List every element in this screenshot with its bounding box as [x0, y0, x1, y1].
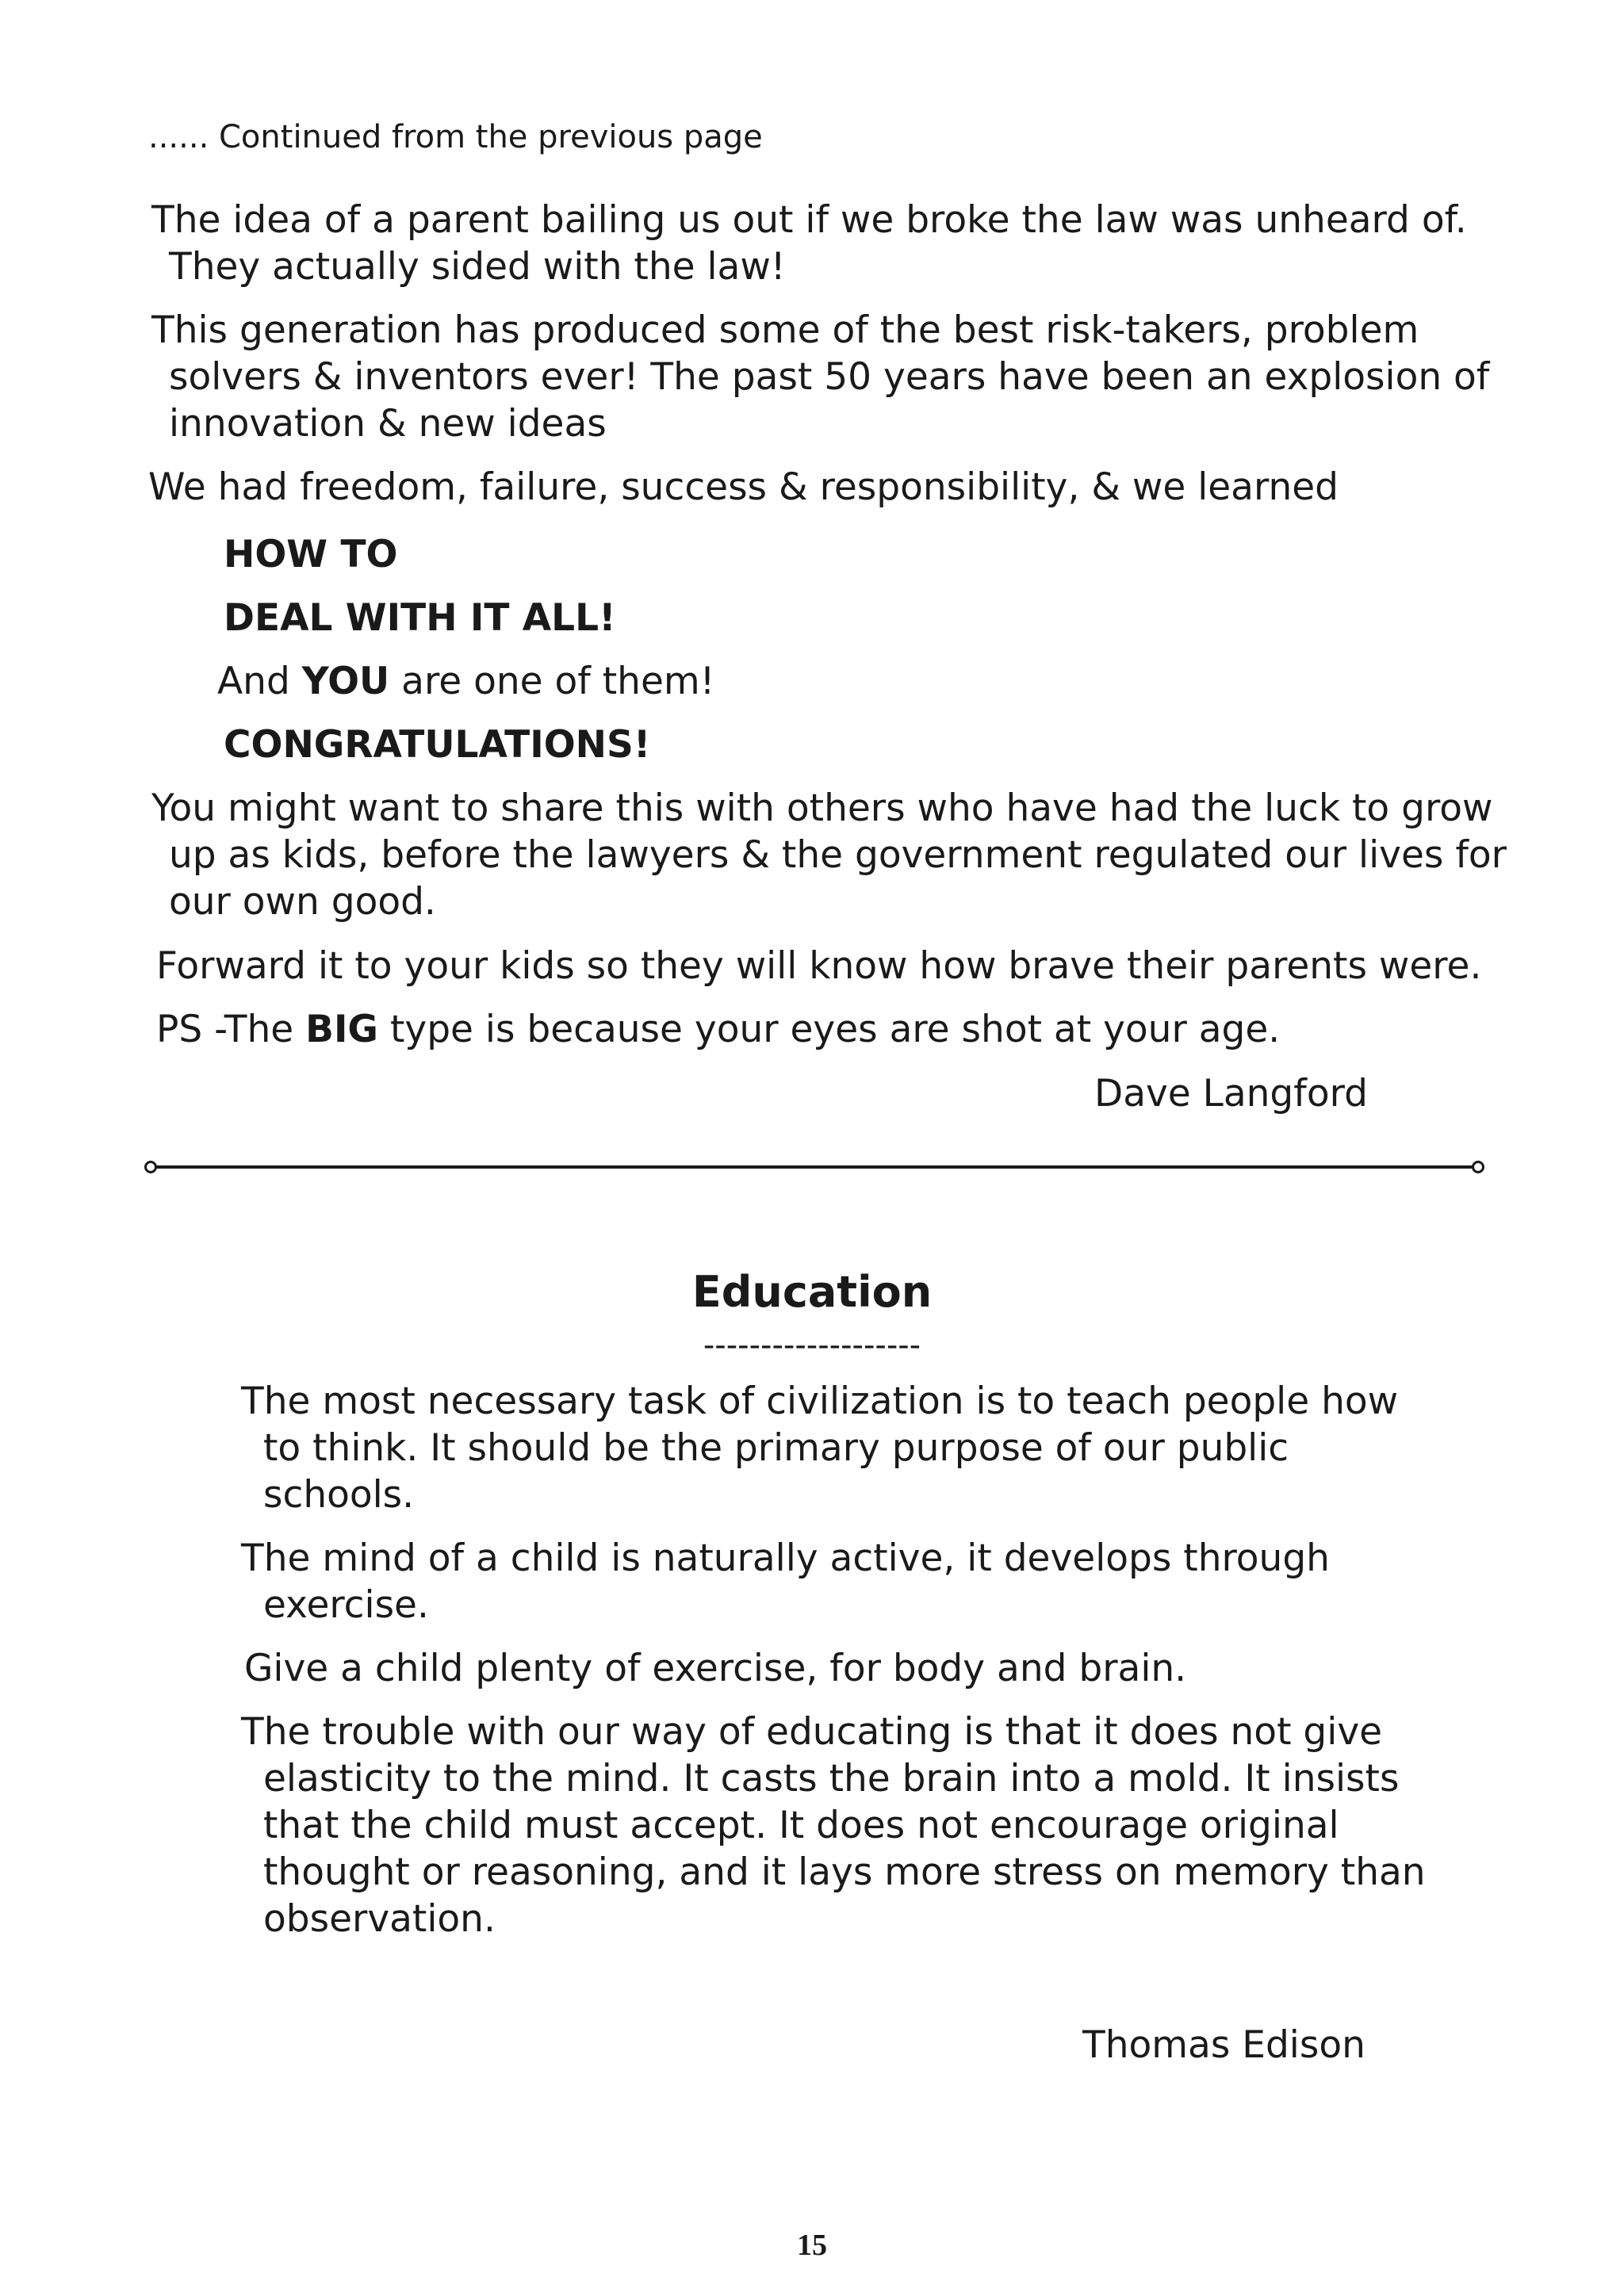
section-divider [144, 1158, 1485, 1177]
paragraph-parent-bailing [151, 197, 1467, 290]
text-line: solvers & inventors ever! The past 50 years have been an explosion of [169, 355, 1490, 399]
page-number: 15 [797, 2229, 827, 2262]
how-to-heading: HOW TO [224, 533, 398, 576]
you-are-one-line [217, 658, 715, 705]
paragraph-necessary-task [241, 1378, 1398, 1518]
paragraph-forward [156, 943, 1481, 989]
text-line: elasticity to the mind. It casts the brain into a mold. It insists [263, 1757, 1400, 1800]
text-line: Give a child plenty of exercise, for body and brain. [244, 1647, 1187, 1690]
ps-post: type is because your eyes are shot at your age. [378, 1008, 1281, 1051]
paragraph-give-child [244, 1645, 1186, 1692]
text-line: We had freedom, failure, success & responsibility, & we learned [148, 465, 1339, 509]
text-line: The idea of a parent bailing us out if we broke the law was unheard of. [151, 198, 1467, 242]
author-thomas-edison: Thomas Edison [1082, 2023, 1365, 2067]
text-line: observation. [263, 1897, 496, 1941]
education-title: Education [691, 1267, 933, 1317]
you-post: are one of them! [389, 660, 715, 703]
you-bold: YOU [301, 660, 390, 703]
text-line: schools. [263, 1473, 415, 1517]
text-line: The trouble with our way of educating is that it does not give [241, 1710, 1383, 1754]
continued-note: ...... Continued from the previous page [148, 119, 763, 155]
text-line: to think. It should be the primary purpose of our public [263, 1426, 1289, 1470]
text-line: You might want to share this with others who have had the luck to grow [151, 786, 1493, 830]
ps-bold: BIG [305, 1008, 379, 1051]
text-line: thought or reasoning, and it lays more stress on memory than [263, 1850, 1426, 1894]
text-line: that the child must accept. It does not encourage original [263, 1804, 1339, 1847]
text-line: up as kids, before the lawyers & the government regulated our lives for [169, 833, 1507, 877]
text-line: The most necessary task of civilization is to teach people how [241, 1380, 1399, 1423]
paragraph-freedom [148, 464, 1339, 511]
you-pre: And [217, 660, 302, 703]
text-line: Forward it to your kids so they will know how brave their parents were. [156, 944, 1482, 988]
paragraph-ps [156, 1006, 1280, 1053]
congratulations-heading: CONGRATULATIONS! [224, 723, 651, 767]
text-line: exercise. [263, 1583, 429, 1627]
text-line: They actually sided with the law! [169, 245, 786, 289]
paragraph-generation [151, 307, 1489, 447]
author-dave-langford: Dave Langford [1094, 1072, 1368, 1115]
paragraph-share [151, 785, 1507, 925]
text-line: innovation & new ideas [169, 402, 607, 446]
text-line: This generation has produced some of the best risk-takers, problem [151, 308, 1419, 352]
paragraph-mind-of-child [241, 1535, 1330, 1628]
text-line: The mind of a child is naturally active, it develops through [241, 1536, 1330, 1580]
deal-with-it-heading: DEAL WITH IT ALL! [224, 596, 616, 640]
title-underline-dashes: ------------------- [703, 1327, 921, 1364]
text-line: our own good. [169, 880, 436, 924]
ps-pre: PS -The [156, 1008, 306, 1051]
paragraph-trouble [241, 1709, 1426, 1942]
